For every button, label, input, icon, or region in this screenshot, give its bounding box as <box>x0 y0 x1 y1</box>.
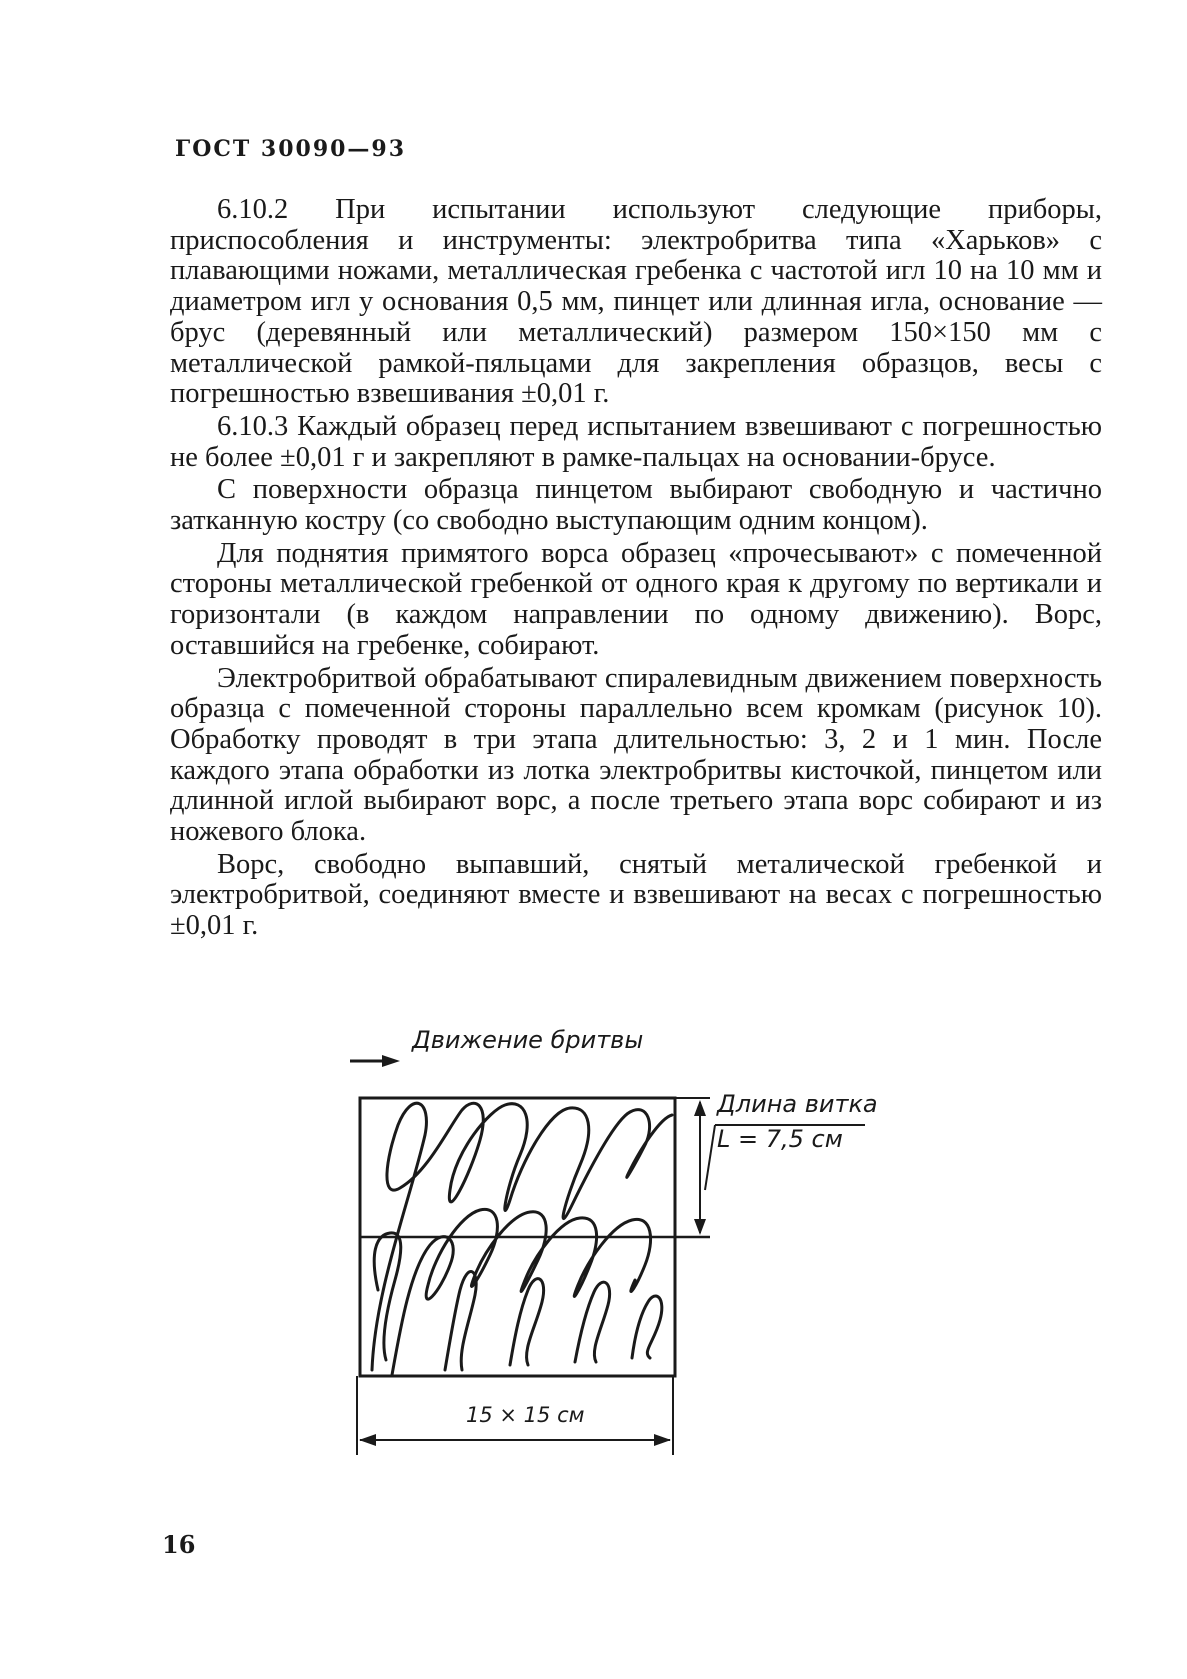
document-header: ГОСТ 30090—93 <box>175 136 407 162</box>
body-text <box>170 195 1102 944</box>
spiral-path <box>372 1103 672 1375</box>
paragraph-6-10-2: 6.10.2 При испытании используют следующие приборы, приспособления и инструменты: электробритва типа «Харьков» с плавающими ножами, металлическая гребенка с частотой игл 10 на 10 мм и диаметром игл у основания 0,5 мм, пинцет или длинная игла, основание — брус (деревянный или металлический) размером 150×150 мм с металлической рамкой-пяльцами для закрепления образцов, весы с погрешностью взвешивания ±0,01 г. <box>170 194 1102 410</box>
page-number: 16 <box>162 1530 196 1559</box>
coil-length-value: L = 7,5 см <box>717 1125 843 1153</box>
sample-size-label: 15 × 15 см <box>466 1403 585 1427</box>
coil-length-dimension <box>694 1100 865 1235</box>
motion-label: Движение бритвы <box>412 1026 644 1054</box>
paragraph-combing: Для поднятия примятого ворса образец «прочесывают» с помеченной стороны металлической гребенкой от одного края к другому по вертикали и горизонтали (в каждом направлении по одному движению). Ворс, оставшийся на гребенке, собирают. <box>170 537 1102 661</box>
paragraph-kostra: С поверхности образца пинцетом выбирают свободную и частично затканную костру (со свободно выступающим одним концом). <box>170 474 1102 537</box>
motion-arrow-icon <box>350 1055 400 1067</box>
figure-10 <box>350 1026 940 1460</box>
paragraph-shaving: Электробритвой обрабатывают спиралевидным движением поверхность образца с помеченной стороны параллельно всем кромкам (рисунок 10). Обработку проводят в три этапа длительностью: 3, 2 и 1 мин. После каждого этапа обработки из лотка электробритвы кисточкой, пинцетом или длинной иглой выбирают ворс, а после третьего этапа ворс собирают и из ножевого блока. <box>170 662 1102 848</box>
coil-length-title: Длина витка <box>717 1090 878 1118</box>
paragraph-weighing: Ворс, свободно выпавший, снятый металической гребенкой и электробритвой, соединяют вместе и взвешивают на весах с погрешностью ±0,01 г. <box>170 848 1102 942</box>
paragraph-6-10-3: 6.10.3 Каждый образец перед испытанием взвешивают с погрешностью не более ±0,01 г и закрепляют в рамке-пальцах на основании-брусе. <box>170 410 1102 473</box>
